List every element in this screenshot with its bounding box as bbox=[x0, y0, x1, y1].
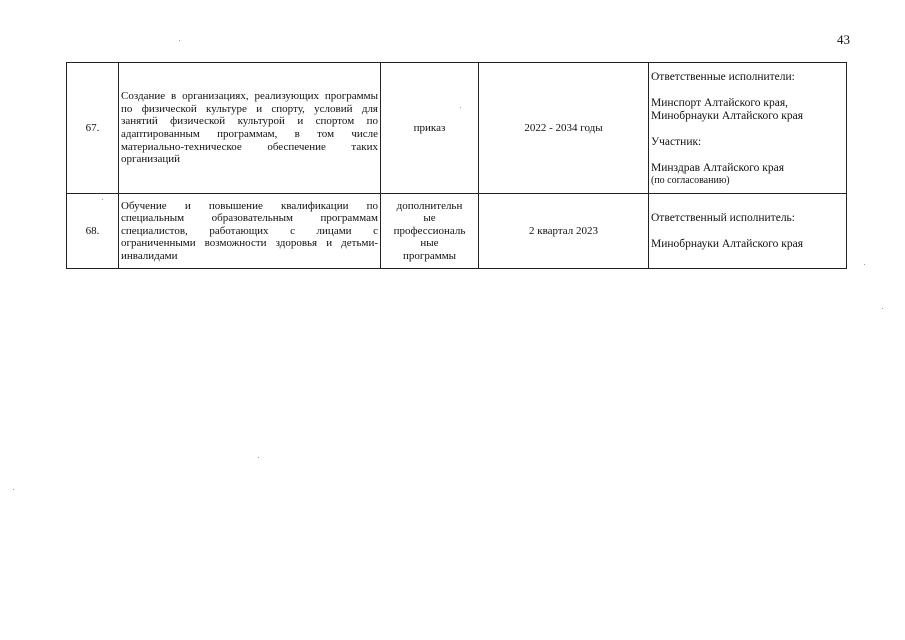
measure-description: Обучение и повышение квалификации по специальным образовательным программам специалистов, работающих с лицами с ограниченными возможности здоровья и детьми-инвалидами bbox=[119, 194, 381, 269]
document-type bbox=[381, 194, 479, 269]
responsible-executor: Минобрнауки Алтайского края bbox=[651, 109, 804, 122]
scan-speck bbox=[864, 264, 865, 265]
table-row bbox=[67, 63, 847, 194]
document-type: приказ bbox=[381, 63, 479, 194]
row-number: 67. bbox=[67, 63, 119, 194]
document-line: программы bbox=[402, 249, 457, 262]
participant-header: Участник: bbox=[651, 135, 702, 148]
document-line: профессиональ bbox=[393, 224, 466, 237]
scan-speck bbox=[179, 40, 180, 41]
table-row bbox=[67, 194, 847, 269]
scan-speck bbox=[13, 489, 14, 490]
measure-description: Создание в организациях, реализующих программы по физической культуре и спорту, условий для занятий физической культурой и спортом по адаптированным программам, в том числе материально-техническое обеспечение таких организаций bbox=[119, 63, 381, 194]
participant-note: (по согласованию) bbox=[651, 174, 730, 186]
executors-header: Ответственные исполнители: bbox=[651, 70, 795, 83]
document-line: ные bbox=[420, 237, 439, 250]
document-line: дополнительн bbox=[396, 199, 463, 212]
implementation-period: 2 квартал 2023 bbox=[479, 194, 649, 269]
executors-cell bbox=[649, 63, 847, 194]
implementation-period: 2022 - 2034 годы bbox=[479, 63, 649, 194]
executors-cell bbox=[649, 194, 847, 269]
row-number: 68. bbox=[67, 194, 119, 269]
participant: Минздрав Алтайского края bbox=[651, 161, 784, 174]
executors-header: Ответственный исполнитель: bbox=[651, 211, 795, 224]
responsible-executor: Минспорт Алтайского края, bbox=[651, 96, 789, 109]
scan-speck bbox=[102, 199, 103, 200]
scan-speck bbox=[460, 107, 461, 108]
responsible-executor: Минобрнауки Алтайского края bbox=[651, 237, 804, 250]
document-line: ые bbox=[423, 212, 436, 225]
scan-speck bbox=[882, 308, 883, 309]
page-number: 43 bbox=[837, 32, 850, 47]
scan-speck bbox=[258, 457, 259, 458]
plan-table bbox=[66, 62, 847, 269]
